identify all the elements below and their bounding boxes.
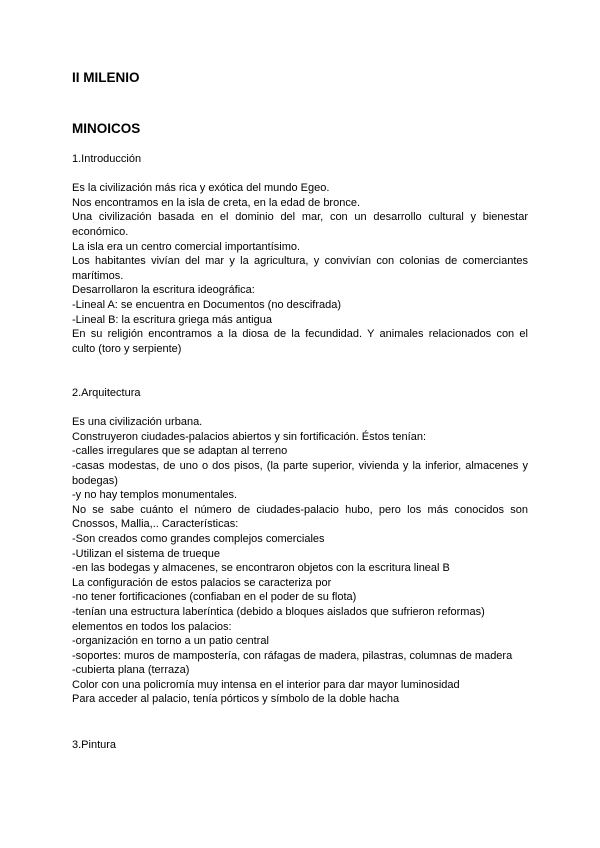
paragraph-line: -soportes: muros de mampostería, con ráfagas de madera, pilastras, columnas de madera — [72, 649, 513, 662]
paragraph-line: En su religión encontramos a la diosa de la fecundidad. Y animales relacionados con el — [72, 328, 528, 341]
paragraph-line: -Lineal B: la escritura griega más antigua — [72, 313, 272, 326]
paragraph-line: La configuración de estos palacios se caracteriza por — [72, 576, 332, 589]
paragraph-line: Color con una policromía muy intensa en el interior para dar mayor luminosidad — [72, 678, 460, 691]
paragraph-line: -Son creados como grandes complejos comerciales — [72, 532, 325, 545]
paragraph-line: -cubierta plana (terraza) — [72, 664, 190, 677]
section-heading: 3.Pintura — [72, 739, 117, 751]
paragraph-line: marítimos. — [72, 269, 124, 282]
section-heading: 2.Arquitectura — [72, 387, 141, 399]
paragraph-line: Desarrollaron la escritura ideográfica: — [72, 284, 255, 297]
section-pintura — [72, 738, 528, 753]
document-title: II MILENIO — [72, 70, 140, 85]
paragraph-line: -casas modestas, de uno o dos pisos, (la parte superior, vivienda y la inferior, almacenes y — [72, 459, 528, 472]
paragraph-line: Es una civilización urbana. — [72, 416, 203, 429]
paragraph-line: -no tener fortificaciones (confiaban en el poder de su flota) — [72, 591, 357, 604]
paragraph-line: No se sabe cuánto el número de ciudades-palacio hubo, pero los más conocidos son — [72, 503, 528, 516]
section-title-minoicos: MINOICOS — [72, 121, 141, 136]
paragraph-line: -Lineal A: se encuentra en Documentos (no descifrada) — [72, 298, 342, 311]
paragraph-line: -Utilizan el sistema de trueque — [72, 547, 220, 560]
paragraph-line: elementos en todos los palacios: — [72, 620, 232, 633]
paragraph-line: Para acceder al palacio, tenía pórticos y símbolo de la doble hacha — [72, 693, 400, 706]
paragraph-line: Construyeron ciudades-palacios abiertos y sin fortificación. Éstos tenían: — [72, 430, 427, 443]
paragraph-line: Cnossos, Mallia,.. Características: — [72, 518, 239, 531]
section-heading: 1.Introducción — [72, 153, 142, 165]
paragraph-line: -organización en torno a un patio central — [72, 635, 269, 648]
paragraph-line: -y no hay templos monumentales. — [72, 489, 238, 502]
paragraph-line: culto (toro y serpiente) — [72, 342, 182, 355]
paragraph-line: -en las bodegas y almacenes, se encontraron objetos con la escritura lineal B — [72, 562, 450, 575]
section-introduccion — [72, 152, 528, 356]
paragraph-line: -calles irregulares que se adaptan al terreno — [72, 445, 288, 458]
paragraph-line: económico. — [72, 225, 129, 238]
section-arquitectura — [72, 386, 528, 707]
paragraph-line: bodegas) — [72, 474, 118, 487]
paragraph-line: Nos encontramos en la isla de creta, en la edad de bronce. — [72, 196, 361, 209]
paragraph-line: Es la civilización más rica y exótica del mundo Egeo. — [72, 182, 330, 195]
paragraph-line: La isla era un centro comercial importantísimo. — [72, 240, 301, 253]
paragraph-line: Una civilización basada en el dominio del mar, con un desarrollo cultural y bienestar — [72, 211, 528, 224]
paragraph-line: Los habitantes vivían del mar y la agricultura, y convivían con colonias de comerciantes — [72, 255, 528, 268]
paragraph-line: -tenían una estructura laberíntica (debido a bloques aislados que sufrieron reformas) — [72, 605, 485, 618]
